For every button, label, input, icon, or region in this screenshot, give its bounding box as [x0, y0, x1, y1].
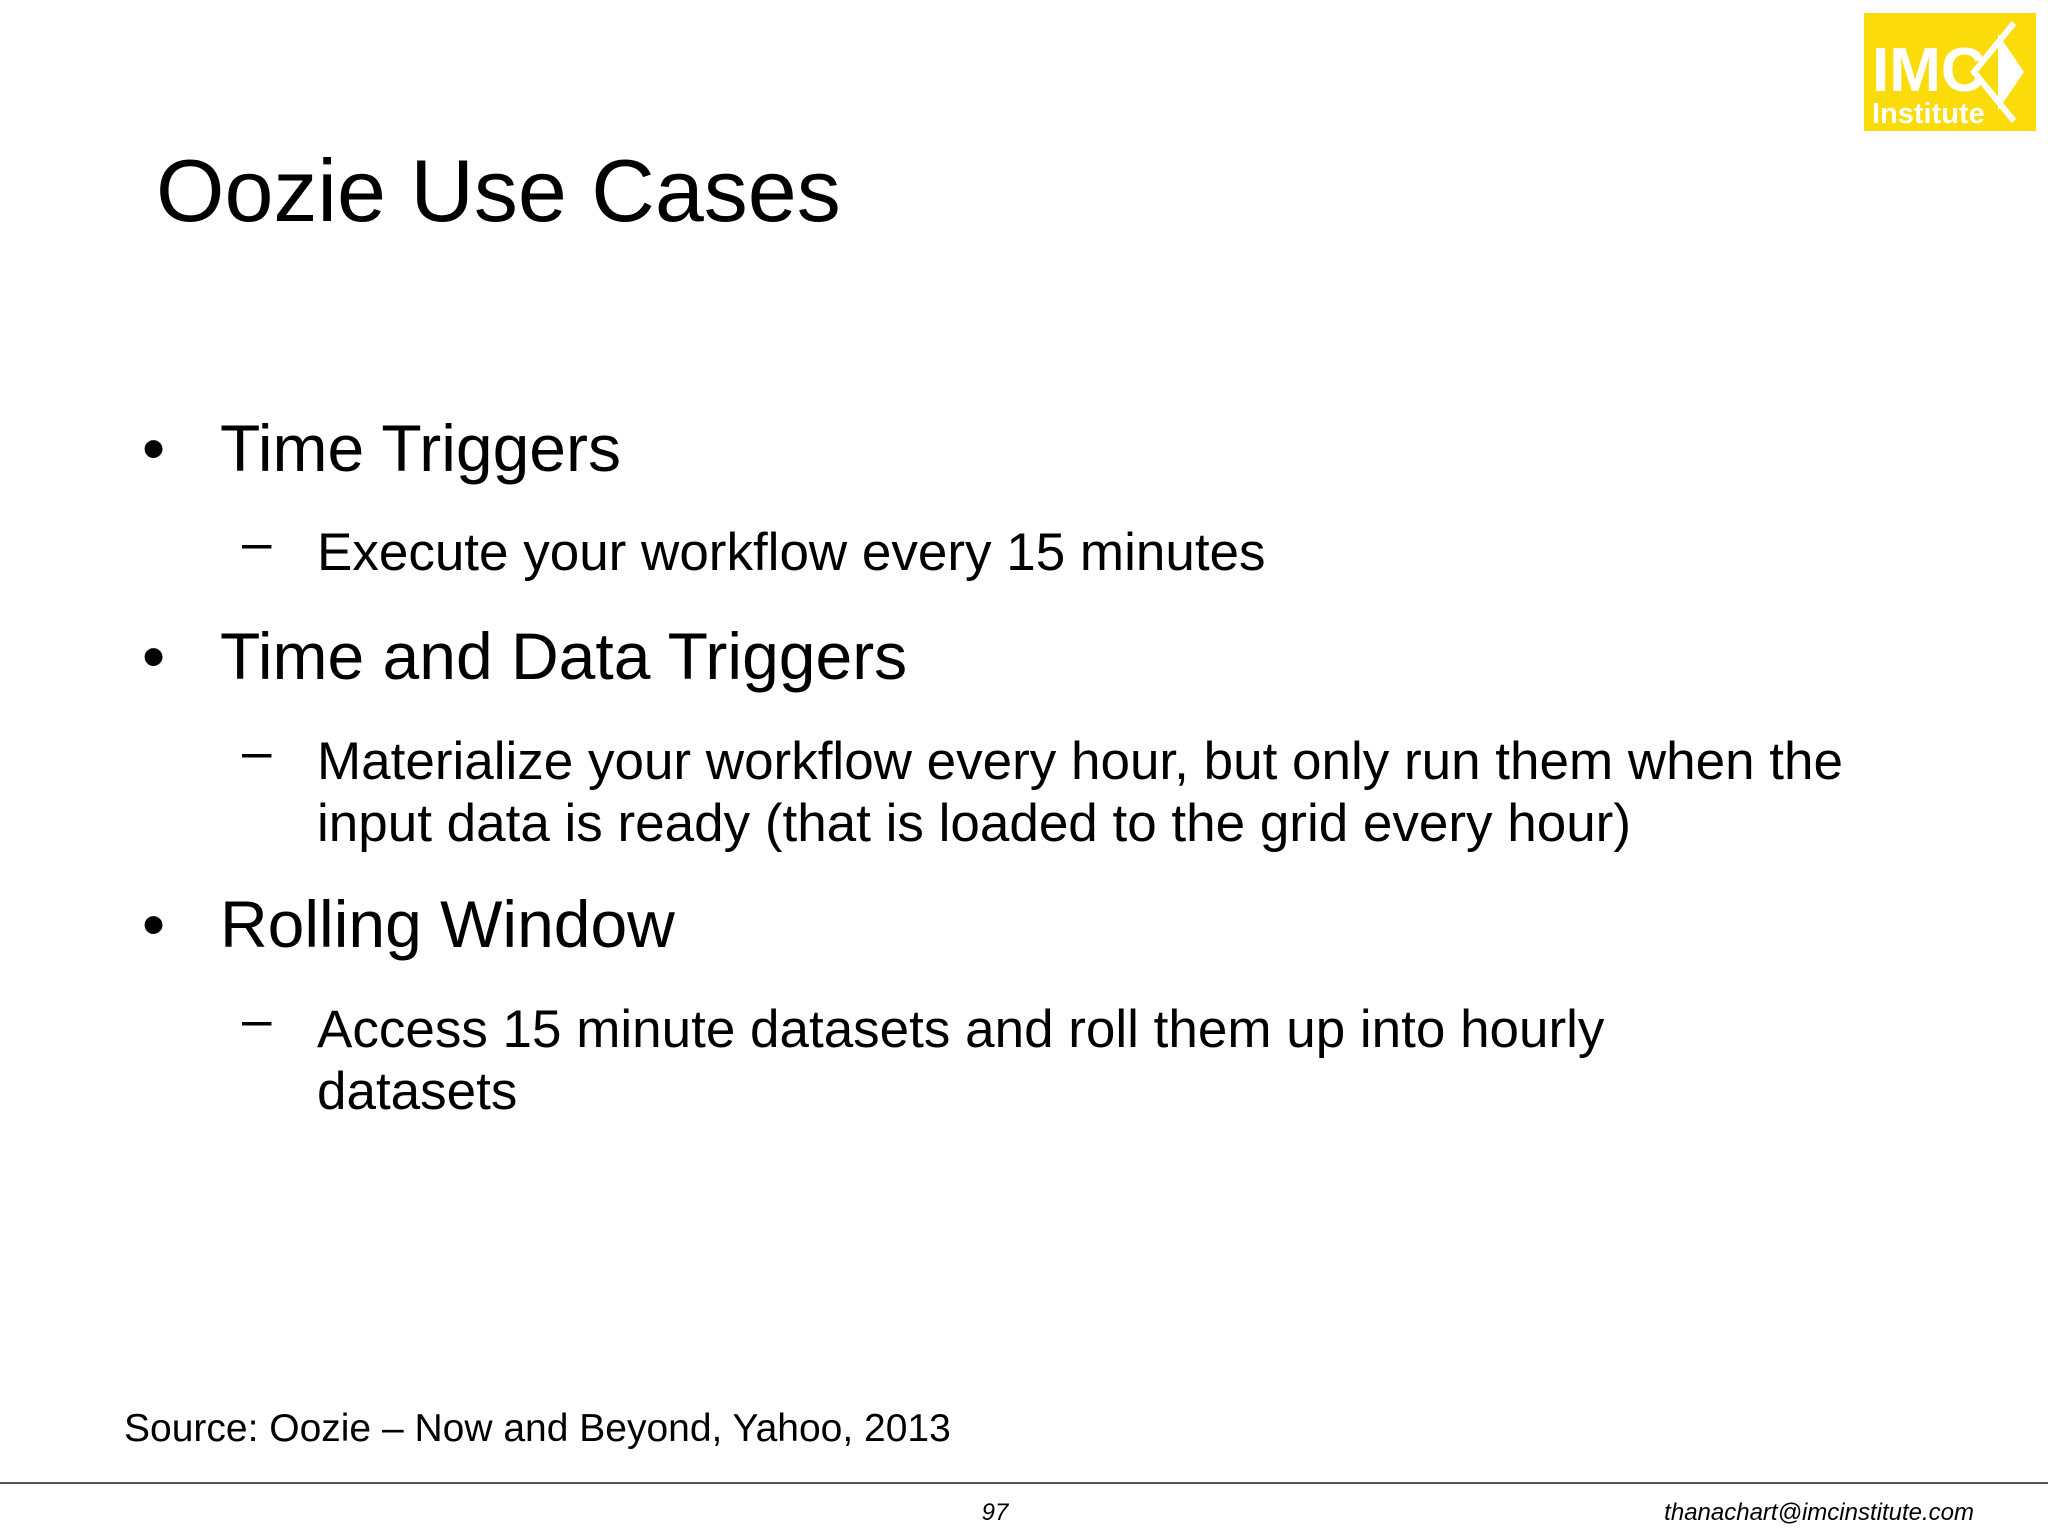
logo-text-imc: IMC — [1872, 36, 1986, 105]
subbullet-text: Access 15 minute datasets and roll them up into hourly datasets — [317, 1000, 1605, 1121]
subbullet-text: Execute your workflow every 15 minutes — [317, 523, 1266, 582]
bullet-dot-icon: • — [142, 887, 166, 961]
dash-icon: – — [242, 513, 272, 572]
subbullet-execute-workflow — [242, 513, 1957, 584]
bullet-rolling-window — [142, 884, 675, 964]
subbullet-access-datasets — [242, 990, 1757, 1123]
logo-text-institute: Institute — [1872, 98, 1985, 130]
subbullet-materialize-workflow — [242, 722, 1957, 855]
subbullet-text: Materialize your workflow every hour, but only run them when the input data is ready (that is loaded to the grid every hour) — [317, 732, 1843, 853]
source-citation: Source: Oozie – Now and Beyond, Yahoo, 2013 — [124, 1407, 951, 1450]
bullet-time-and-data-triggers — [142, 616, 908, 696]
footer-email: thanachart@imcinstitute.com — [1664, 1499, 1974, 1526]
imc-institute-logo — [1864, 13, 2036, 131]
bullet-text: Time Triggers — [220, 411, 621, 485]
page-number: 97 — [981, 1499, 1009, 1526]
slide-title: Oozie Use Cases — [156, 141, 841, 240]
footer-divider — [0, 1482, 2048, 1484]
dash-icon: – — [242, 990, 272, 1049]
bullet-dot-icon: • — [142, 411, 166, 485]
bullet-text: Rolling Window — [220, 887, 675, 961]
dash-icon: – — [242, 722, 272, 781]
bullet-dot-icon: • — [142, 619, 166, 693]
bullet-text: Time and Data Triggers — [220, 619, 908, 693]
bullet-time-triggers — [142, 408, 621, 488]
